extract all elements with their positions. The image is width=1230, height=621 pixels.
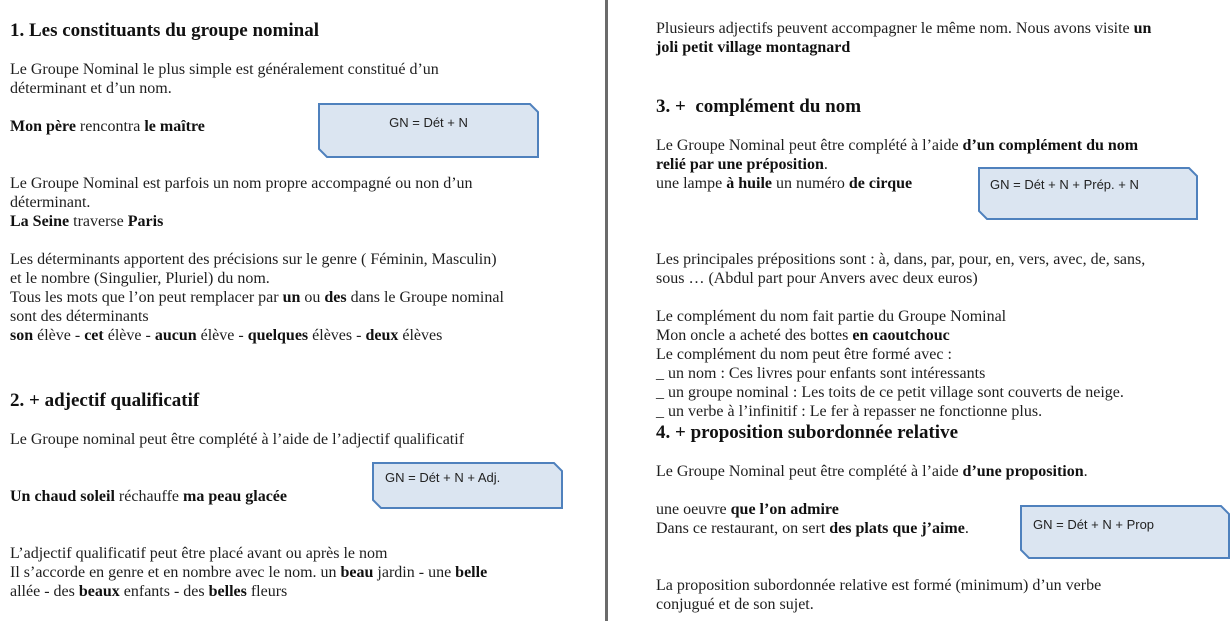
- text-line: [656, 250, 1145, 269]
- text-line: [10, 117, 205, 136]
- text: déterminant et d’un nom.: [10, 80, 172, 97]
- text-line: [10, 544, 487, 563]
- text: un numéro: [772, 175, 849, 192]
- text-line: [10, 212, 473, 231]
- text: Dans ce restaurant, on sert: [656, 520, 830, 537]
- text-line: [10, 288, 504, 307]
- heading-section-4: 4. + proposition subordonnée relative: [656, 422, 959, 443]
- paragraph-relative-examples: [656, 500, 969, 538]
- text-line: [10, 582, 487, 601]
- text: déterminant.: [10, 194, 91, 211]
- formula-text: GN = Dét + N + Prop: [1033, 517, 1155, 532]
- text: Les déterminants apportent des précisions sur le genre ( Féminin, Masculin): [10, 251, 497, 268]
- text-line: [10, 563, 487, 582]
- bold-text: que l’on admire: [730, 501, 839, 518]
- text: fleurs: [246, 583, 288, 600]
- formula-box-gn-det-n: [318, 103, 539, 158]
- bold-text: un: [1133, 20, 1152, 37]
- formula-text: GN = Dét + N + Adj.: [385, 470, 501, 485]
- bold-text: beaux: [78, 583, 120, 600]
- text: La proposition subordonnée relative est formé (minimum) d’un verbe: [656, 577, 1102, 594]
- text: Le Groupe Nominal est parfois un nom propre accompagné ou non d’un: [10, 175, 473, 192]
- text: _ un groupe nominal : Les toits de ce petit village sont couverts de neige.: [656, 384, 1124, 401]
- bold-text: deux: [365, 327, 399, 344]
- paragraph-adjective-intro: [10, 430, 464, 449]
- text-line: [10, 174, 473, 193]
- bold-text: joli petit village montagnard: [656, 39, 851, 56]
- text: jardin - une: [373, 564, 456, 581]
- formula-box-gn-prop: [1020, 505, 1230, 559]
- text-line: [10, 487, 287, 506]
- formula-text: GN = Dét + N: [389, 115, 468, 130]
- bold-text: d’une proposition: [962, 463, 1084, 480]
- column-divider: [605, 0, 608, 621]
- text: Mon oncle a acheté des bottes: [656, 327, 853, 344]
- paragraph-adjective-agreement: [10, 544, 487, 601]
- text: ou: [300, 289, 325, 306]
- text: Le Groupe Nominal peut être complété à l’aide: [656, 137, 963, 154]
- paragraph-proper-noun: [10, 174, 473, 231]
- text: Les principales prépositions sont : à, dans, par, pour, en, vers, avec, de, sans,: [656, 251, 1146, 268]
- bold-text: son: [10, 327, 34, 344]
- paragraph-complement-details: [656, 307, 1124, 421]
- text: élèves -: [308, 327, 366, 344]
- text-line: [656, 383, 1124, 402]
- bold-text: belle: [455, 564, 488, 581]
- bold-text: Mon père: [10, 118, 76, 135]
- text: Le Groupe nominal peut être complété à l’aide de l’adjectif qualificatif: [10, 431, 465, 448]
- bold-text: le maître: [144, 118, 205, 135]
- bold-text: des: [324, 289, 347, 306]
- text-line: [656, 364, 1124, 383]
- bold-text: à huile: [726, 175, 772, 192]
- bold-text: beau: [340, 564, 374, 581]
- formula-box-gn-prep: [978, 167, 1198, 220]
- bold-text: aucun: [154, 327, 197, 344]
- text: élèves: [398, 327, 443, 344]
- bold-text: ma peau glacée: [183, 488, 288, 505]
- paragraph-prepositions: [656, 250, 1145, 288]
- text: sous … (Abdul part pour Anvers avec deux euros): [656, 270, 978, 287]
- text-line: [10, 430, 464, 449]
- example-chaud-soleil: [10, 487, 287, 506]
- text: L’adjectif qualificatif peut être placé avant ou après le nom: [10, 545, 388, 562]
- text: une oeuvre: [656, 501, 731, 518]
- formula-text: GN = Dét + N + Prép. + N: [990, 177, 1139, 192]
- text: sont des déterminants: [10, 308, 149, 325]
- text: traverse: [69, 213, 128, 230]
- bold-text: quelques: [247, 327, 309, 344]
- text-line: [10, 193, 473, 212]
- bold-text: Paris: [127, 213, 164, 230]
- text: .: [1083, 463, 1088, 480]
- text: conjugué et de son sujet.: [656, 596, 814, 613]
- formula-box-gn-adj: [372, 462, 563, 509]
- bold-text: des plats que j’aime: [829, 520, 965, 537]
- text: .: [823, 156, 828, 173]
- text-line: [10, 60, 439, 79]
- text-line: [656, 136, 1138, 155]
- text-line: [10, 269, 504, 288]
- text: Le complément du nom fait partie du Groupe Nominal: [656, 308, 1007, 325]
- example-mon-pere: [10, 117, 205, 136]
- text-line: [656, 307, 1124, 326]
- heading-section-1: 1. Les constituants du groupe nominal: [10, 20, 319, 41]
- heading-section-3: 3. + complément du nom: [656, 96, 862, 117]
- text-line: [656, 38, 1151, 57]
- text-line: [10, 250, 504, 269]
- text: allée - des: [10, 583, 79, 600]
- text: rencontra: [75, 118, 145, 135]
- text-line: [656, 345, 1124, 364]
- paragraph-multiple-adjectives: [656, 19, 1151, 57]
- text-line: [656, 462, 1088, 481]
- paragraph-relative-definition: [656, 576, 1101, 614]
- text-line: [656, 576, 1101, 595]
- text-line: [656, 269, 1145, 288]
- text: élève -: [103, 327, 155, 344]
- text: Le complément du nom peut être formé avec :: [656, 346, 952, 363]
- text: _ un nom : Ces livres pour enfants sont intéressants: [656, 365, 986, 382]
- text-line: [656, 500, 969, 519]
- text-line: [656, 595, 1101, 614]
- paragraph-simple-gn: [10, 60, 439, 98]
- text-line: [10, 326, 504, 345]
- text-line: [10, 307, 504, 326]
- bold-text: de cirque: [848, 175, 913, 192]
- text: élève -: [196, 327, 248, 344]
- text: élève -: [33, 327, 85, 344]
- text: une lampe: [656, 175, 727, 192]
- bold-text: d’un complément du nom: [962, 137, 1139, 154]
- text-line: [656, 19, 1151, 38]
- text-line: [656, 326, 1124, 345]
- paragraph-relative-intro: [656, 462, 1088, 481]
- snip-corner-shape: [978, 167, 1198, 220]
- text-line: [656, 402, 1124, 421]
- bold-text: en caoutchouc: [852, 327, 950, 344]
- text: Tous les mots que l’on peut remplacer par: [10, 289, 283, 306]
- text: Plusieurs adjectifs peuvent accompagner le même nom. Nous avons visite: [656, 20, 1134, 37]
- text: et le nombre (Singulier, Pluriel) du nom.: [10, 270, 270, 287]
- text-line: [10, 79, 439, 98]
- paragraph-determinants: [10, 250, 504, 345]
- bold-text: Un chaud soleil: [10, 488, 115, 505]
- text: .: [964, 520, 969, 537]
- bold-text: un: [282, 289, 301, 306]
- text: Le Groupe Nominal peut être complété à l’aide: [656, 463, 963, 480]
- text: réchauffe: [114, 488, 184, 505]
- text-line: [656, 519, 969, 538]
- bold-text: La Seine: [10, 213, 70, 230]
- bold-text: belles: [208, 583, 247, 600]
- text: Il s’accorde en genre et en nombre avec le nom. un: [10, 564, 341, 581]
- text: enfants - des: [119, 583, 209, 600]
- bold-text: relié par une préposition: [656, 156, 824, 173]
- text: _ un verbe à l’infinitif : Le fer à repasser ne fonctionne plus.: [656, 403, 1043, 420]
- heading-section-2: 2. + adjectif qualificatif: [10, 390, 200, 411]
- text: dans le Groupe nominal: [346, 289, 504, 306]
- bold-text: cet: [84, 327, 104, 344]
- text: Le Groupe Nominal le plus simple est généralement constitué d’un: [10, 61, 439, 78]
